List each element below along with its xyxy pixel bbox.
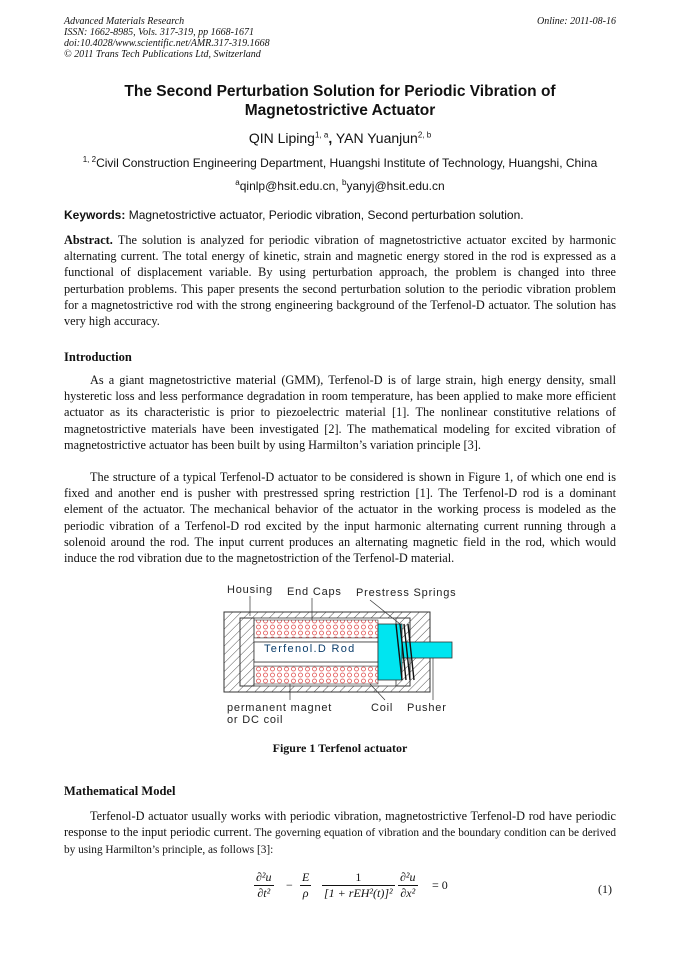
label-permanent-magnet bbox=[227, 702, 332, 726]
eq-term4-num: ∂²u bbox=[400, 870, 416, 884]
copyright-line: © 2011 Trans Tech Publications Ltd, Switzerland bbox=[64, 49, 261, 60]
title-line-1: The Second Perturbation Solution for Periodic Vibration of bbox=[124, 83, 556, 100]
email-a-sup: a bbox=[235, 178, 240, 187]
math-model-text-a: Terfenol-D actuator usually works with periodic vibration, magnetostrictive Terfenol-D rod have periodic response to the input periodic current. bbox=[64, 809, 616, 840]
equation-1 bbox=[250, 866, 450, 910]
end-cap-left bbox=[240, 618, 254, 686]
introduction-heading: Introduction bbox=[64, 350, 132, 364]
equation-number: (1) bbox=[598, 882, 612, 896]
magnet-layer-top bbox=[254, 638, 378, 642]
eq-term1-num: ∂²u bbox=[256, 870, 272, 884]
paper-title bbox=[64, 82, 616, 120]
keywords-text: Magnetostrictive actuator, Periodic vibration, Second perturbation solution. bbox=[125, 208, 524, 222]
title-line-2: Magnetostrictive Actuator bbox=[244, 102, 436, 119]
issn-line: ISSN: 1662-8985, Vols. 317-319, pp 1668-1671 bbox=[64, 27, 254, 38]
eq-term-d2u-dt2 bbox=[254, 870, 274, 901]
math-model-text-b: The governing equation of vibration and the boundary condition can be derived by using Harmilton’s principle, as follows [3]: bbox=[64, 827, 616, 857]
eq-rhs: = 0 bbox=[432, 878, 448, 892]
eq-term3-den: [1 + rEH²(t)]² bbox=[324, 886, 393, 900]
eq-term3-num: 1 bbox=[322, 870, 395, 886]
eq-term2-num: E bbox=[302, 870, 310, 884]
author-list bbox=[64, 130, 616, 146]
affiliation bbox=[64, 156, 616, 170]
journal-header bbox=[64, 16, 616, 60]
label-housing: Housing bbox=[227, 584, 273, 596]
email-a: qinlp@hsit.edu.cn, bbox=[239, 179, 342, 193]
doi-line: doi:10.4028/www.scientific.net/AMR.317-319.1668 bbox=[64, 38, 270, 49]
eq-term1-den: ∂t² bbox=[257, 886, 271, 900]
label-pusher: Pusher bbox=[407, 702, 447, 714]
author-2: YAN Yuanjun bbox=[332, 130, 418, 146]
coil-top bbox=[254, 620, 378, 638]
label-prestress-springs: Prestress Springs bbox=[356, 587, 457, 599]
figure-1 bbox=[220, 582, 470, 732]
eq-term-reciprocal bbox=[322, 870, 395, 901]
author-1: QIN Liping bbox=[248, 130, 315, 146]
math-model-heading: Mathematical Model bbox=[64, 784, 176, 798]
keywords bbox=[64, 208, 616, 222]
keywords-label: Keywords: bbox=[64, 208, 126, 222]
author-emails bbox=[64, 179, 616, 193]
figure-caption: Figure 1 Terfenol actuator bbox=[272, 741, 408, 755]
coil-bottom bbox=[254, 666, 378, 684]
eq-minus: − bbox=[286, 878, 293, 892]
introduction-paragraph-1: As a giant magnetostrictive material (GMM), Terfenol-D is of large strain, high energy density, small hysteretic loss and less performance degradation in room temperature, has been applied to make more efficient actuator as its characteristic is prior to piezoelectric material [1]. The nonlinear constitutive relations of magnetostrictive materials have been investigated [2]. The mathematical modeling for excited vibration of magnetostrictive actuator has been built by using Harmilton’s variation principle [3]. bbox=[64, 373, 616, 452]
label-magnet-line-2: or DC coil bbox=[227, 714, 284, 726]
online-date: Online: 2011-08-16 bbox=[537, 16, 616, 27]
email-b-sup: b bbox=[342, 178, 347, 187]
author-1-sup: 1, a bbox=[314, 130, 329, 140]
label-magnet-line-1: permanent magnet bbox=[227, 702, 333, 714]
label-coil: Coil bbox=[371, 702, 394, 714]
journal-name: Advanced Materials Research bbox=[64, 16, 185, 27]
email-b: yanyj@hsit.edu.cn bbox=[346, 179, 445, 193]
introduction-paragraph-2: The structure of a typical Terfenol-D actuator to be considered is shown in Figure 1, of which one end is fixed and another end is pusher with prestressed spring restriction [1]. The Terfenol-D rod is a dominant element of the actuator. The mechanical behavior of the actuator in the working process is modeled as the periodic vibration of a Terfenol-D rod excited by the input harmonic alternating current running through a solenoid around the rod. The input current produces an alternating magnetic field in the rod, which would induce the rod vibration due to the magnetostriction of the Terfenol-D material. bbox=[64, 470, 616, 566]
eq-term2-den: ρ bbox=[302, 886, 309, 900]
affiliation-sup: 1, 2 bbox=[82, 155, 97, 164]
math-model-paragraph bbox=[64, 808, 616, 859]
label-terfenol-rod: Terfenol.D Rod bbox=[264, 643, 356, 655]
abstract-label: Abstract. bbox=[64, 233, 113, 247]
label-end-caps: End Caps bbox=[287, 586, 342, 598]
author-2-sup: 2, b bbox=[417, 130, 432, 140]
eq-term-d2u-dx2 bbox=[398, 870, 418, 901]
abstract-text: The solution is analyzed for periodic vibration of magnetostrictive actuator excited by harmonic alternating current. The total energy of kinetic, strain and magnetic energy stored in the rod is expressed as a functional of displacement variable. By using perturbation approach, the problem is changed into three perturbation problems. This paper presents the second perturbation solution to the periodic vibration problem for a magnetostrictive rod with the strong engineering background of the Terfenol-D actuator. The solution has very high accuracy. bbox=[64, 233, 616, 329]
eq-term-e-over-rho bbox=[300, 870, 311, 901]
magnet-layer-bottom bbox=[254, 662, 378, 666]
author-separator: , bbox=[328, 130, 333, 146]
affiliation-text: Civil Construction Engineering Department, Huangshi Institute of Technology, Huangshi, China bbox=[96, 156, 598, 170]
eq-term4-den: ∂x² bbox=[400, 886, 416, 900]
abstract bbox=[64, 232, 616, 329]
